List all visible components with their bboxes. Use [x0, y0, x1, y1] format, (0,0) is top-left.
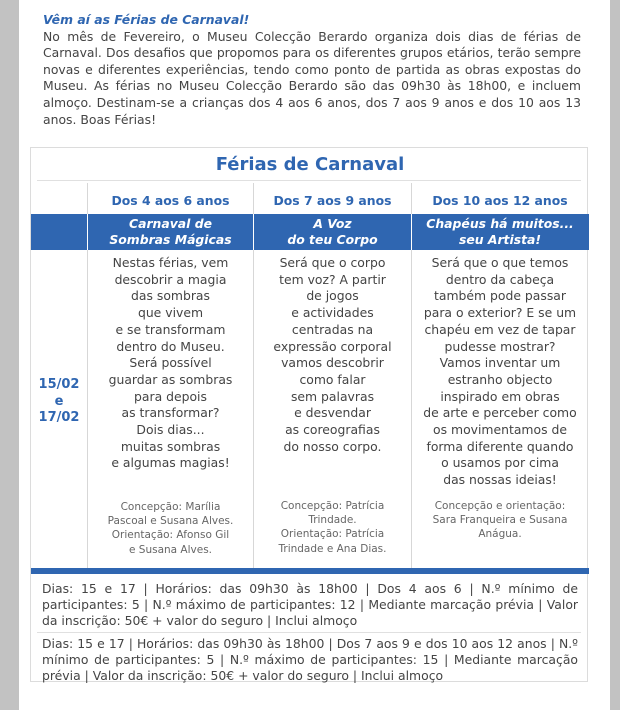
program-table — [30, 147, 588, 682]
workshop-description: Será que o corpo tem voz? A partir de jogos e actividades centradas na expressão corporal vamos descobrir como falar sem palavras e desvendar as coreografias do nosso corpo. — [273, 255, 392, 454]
workshop-title: A Voz do teu Corpo — [287, 216, 378, 247]
table-footer-bar — [31, 568, 589, 574]
age-group-10-12: Dos 10 aos 12 anos — [432, 193, 568, 208]
info-note: Dias: 15 e 17 | Horários: das 09h30 às 18h00 | Dos 4 aos 6 | N.º mínimo de participantes: 5 | N.º máximo de participantes: 12 | Mediante marcação prévia | Valor da inscrição: 50€ + valor do seguro | Inclui almoço — [42, 581, 578, 628]
workshop-credits: Concepção: Marília Pascoal e Susana Alves. Orientação: Afonso Gil e Susana Alves. — [107, 501, 234, 556]
band-divider — [411, 214, 412, 250]
age-group-4-6: Dos 4 aos 6 anos — [111, 193, 230, 208]
workshop-description: Será que o que temos dentro da cabeça também pode passar para o exterior? E se um chapéu em vez de tapar pudesse mostrar? Vamos inventar um estranho objecto inspirado em obras de arte e perceber como os movimentamos de forma diferente quando o usamos por cima das nossas ideias! — [423, 255, 577, 488]
page-frame-right — [610, 0, 620, 710]
workshop-credits: Concepção e orientação: Sara Franqueira e Susana Anágua. — [432, 500, 568, 541]
workshop-credits: Concepção: Patrícia Trindade. Orientação: Patrícia Trindade e Ana Dias. — [278, 500, 387, 555]
intro-section — [43, 12, 581, 128]
note-divider — [37, 632, 581, 633]
workshop-title-band — [31, 214, 589, 250]
workshop-title: Chapéus há muitos... seu Artista! — [426, 216, 574, 247]
title-divider — [37, 180, 581, 181]
dates-cell: 15/02 e 17/02 — [38, 377, 80, 426]
workshop-title: Carnaval de Sombras Mágicas — [109, 216, 232, 247]
intro-title: Vêm aí as Férias de Carnaval! — [43, 12, 250, 27]
band-divider — [87, 214, 88, 250]
workshop-description: Nestas férias, vem descobrir a magia das sombras que vivem e se transformam dentro do Museu. Será possível guardar as sombras para depois as transformar? Dois dias... muitas sombras e algumas magias! — [108, 255, 233, 471]
info-note: Dias: 15 e 17 | Horários: das 09h30 às 18h00 | Dos 7 aos 9 e dos 10 aos 12 anos | N.º mínimo de participantes: 5 | N.º máximo de participantes: 15 | Mediante marcação prévia | Valor da inscrição: 50€ + valor do seguro | Inclui almoço — [42, 636, 578, 683]
band-divider — [253, 214, 254, 250]
intro-body: No mês de Fevereiro, o Museu Colecção Berardo organiza dois dias de férias de Carnaval. Dos desafios que propomos para os diferentes grupos etários, terão sempre novas e diferentes experiências, tendo como ponto de partida as obras expostas do Museu. As férias no Museu Colecção Berardo são das 09h30 às 18h00, e incluem almoço. Destinam-se a crianças dos 4 aos 6 anos, dos 7 aos 9 anos e dos 10 aos 13 anos. Boas Férias! — [43, 28, 581, 127]
table-title: Férias de Carnaval — [215, 154, 405, 175]
page-frame-left — [0, 0, 19, 710]
age-group-7-9: Dos 7 aos 9 anos — [273, 193, 392, 208]
